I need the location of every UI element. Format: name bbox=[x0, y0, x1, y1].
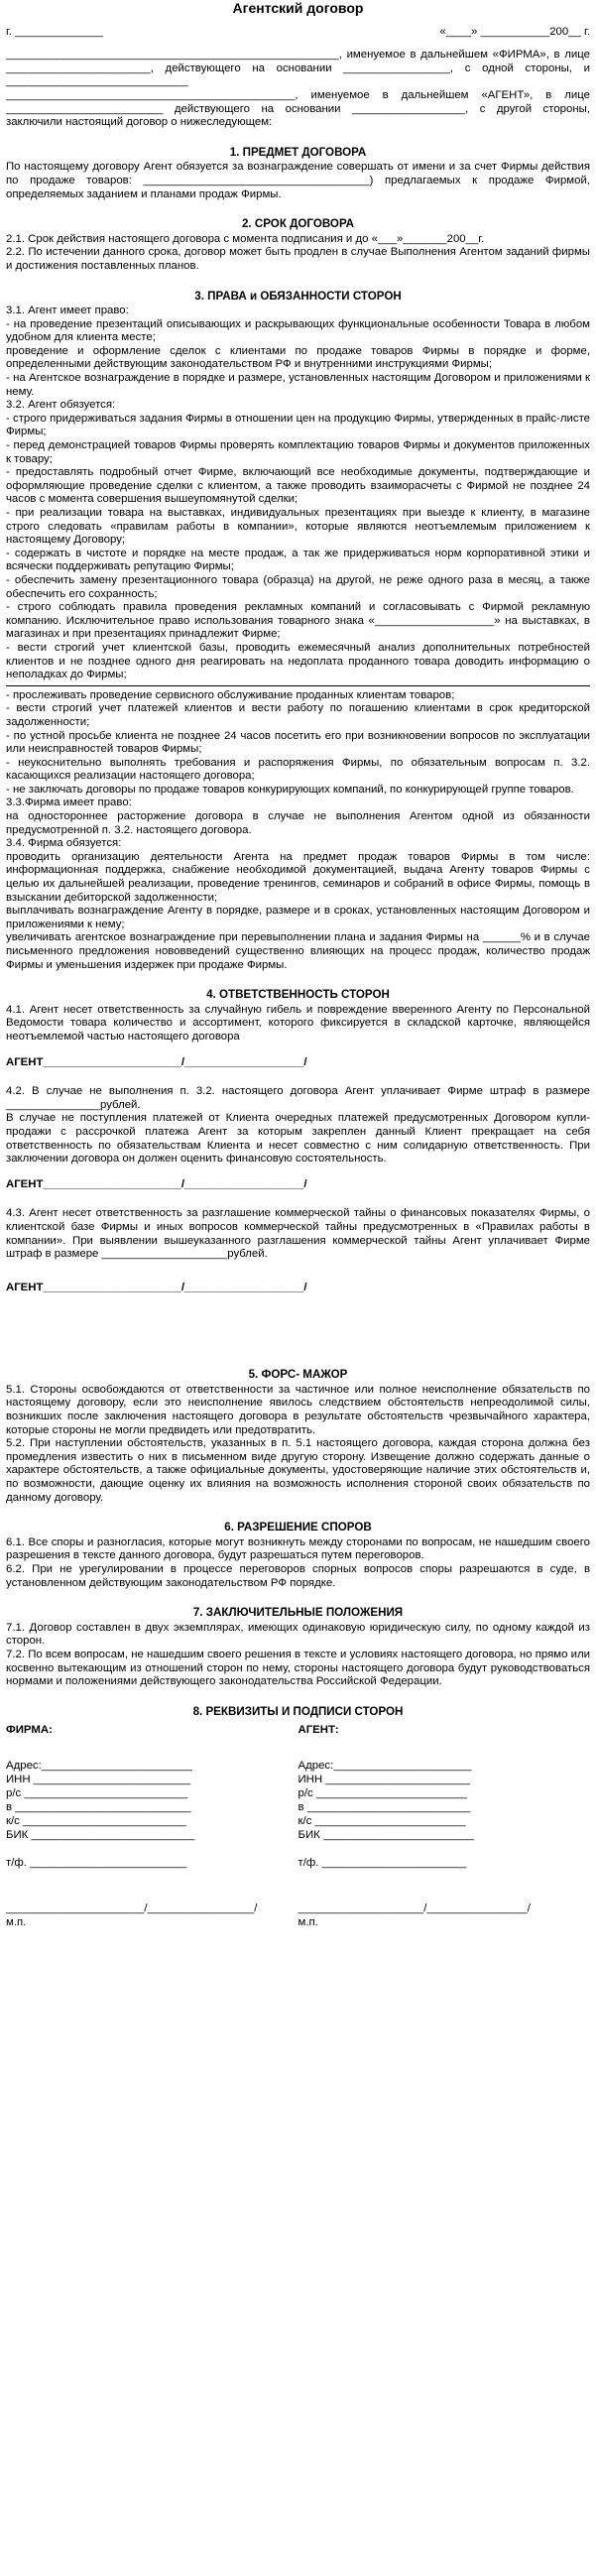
paragraph: - строго придерживаться задания Фирмы в отношении цен на продукцию Фирмы, утвержденных в прайс-листе Фирмы; bbox=[6, 412, 590, 438]
paragraph: 7.2. По всем вопросам, не нашедшим своего решения в тексте и условиях настоящего договора, но прямо или косвенно вытекающим из отношений сторон по нему, стороны настоящего договора будут руководствоваться нормами и положениями действующего законодательства Российской Федерации. bbox=[6, 1648, 590, 1688]
phone-field: т/ф. _______________________ bbox=[298, 1856, 467, 1869]
address-field: Адрес:______________________ bbox=[298, 1759, 472, 1772]
agent-label: АГЕНТ: bbox=[298, 1724, 339, 1737]
stamp-label: м.п. bbox=[298, 1915, 318, 1928]
preamble-agent: ______________________________________________, именуемое в дальнейшем «АГЕНТ», в лице _________________________ действующего на основании __________________, с другой стороны, заключили настоящий договор о нижеследующем: bbox=[6, 88, 590, 129]
paragraph: 2.2. По истечении данного срока, договор может быть продлен в случае Выполнения Агентом заданий фирмы и достижения поставленных планов. bbox=[6, 246, 590, 272]
inn-field: ИНН _________________________ bbox=[6, 1773, 191, 1785]
bik-field: БИК ________________________ bbox=[298, 1828, 475, 1841]
bank-field: в __________________________ bbox=[298, 1800, 471, 1813]
requisites-table bbox=[6, 1724, 590, 1929]
paragraph: - обеспечить замену презентационного товара (образца) на другой, не реже одного раза в месяц, а также обеспечить его сохранность; bbox=[6, 573, 590, 600]
section-5 bbox=[6, 1368, 590, 1505]
corr-account-field: к/с ________________________ bbox=[298, 1814, 466, 1827]
paragraph: 2.1. Срок действия настоящего договора с момента подписания и до «___»_______200__г. bbox=[6, 232, 485, 245]
page-divider bbox=[6, 685, 590, 686]
inn-field: ИНН _______________________ bbox=[298, 1773, 471, 1785]
paragraph: 3.4. Фирма обязуется: bbox=[6, 837, 122, 850]
paragraph: 5.2. При наступлении обстоятельств, указанных в п. 5.1 настоящего договора, каждая сторона должна без промедления известить о них в письменном виде другую сторону. Извещение должно содержать данные о характере обстоятельств, а также официальные документы, удостоверяющие наличие этих обстоятельств и, по возможности, дающие оценку их влияния на возможность исполнения стороной своих обязательств по данному договору. bbox=[6, 1437, 590, 1504]
paragraph: - при реализации товара на выставках, индивидуальных презентациях при выезде к клиенту, в магазине строго следовать «правилам работы в компании», которые являются неотъемлемым приложением к настоящему Договору; bbox=[6, 507, 590, 547]
firm-label: ФИРМА: bbox=[6, 1724, 53, 1737]
paragraph: 3.1. Агент имеет право: bbox=[6, 305, 129, 317]
section-heading: 3. ПРАВА и ОБЯЗАННОСТИ СТОРОН bbox=[194, 289, 402, 303]
document-title: Агентский договор bbox=[232, 0, 364, 16]
paragraph: увеличивать агентское вознаграждение при перевыполнении плана и задания Фирмы на ______% и в случае письменного предложения нововведений существенно влияющих на процесс продаж, количество продаж Фирмы и уменьшения издержек при продаже Фирмы. bbox=[6, 931, 590, 971]
paragraph: - перед демонстрацией товаров Фирмы проверять комплектацию товаров Фирмы и документов приложенных к товару; bbox=[6, 439, 590, 465]
agent-signature-line: АГЕНТ______________________/___________________/ bbox=[6, 1177, 307, 1190]
spacer bbox=[6, 1294, 590, 1352]
paragraph: - по устной просьбе клиента не позднее 24 часов посетить его при возникновении вопросов по эксплуатации или неисправностей товаров Фирмы; bbox=[6, 729, 590, 756]
paragraph: проведение и оформление сделок с клиентами по продаже товаров Фирмы в порядке и форме, определенными действующим законодательством РФ и внутренними инструкциями Фирмы; bbox=[6, 344, 590, 371]
account-field: р/с ________________________ bbox=[298, 1786, 467, 1799]
bank-field: в ____________________________ bbox=[6, 1800, 191, 1813]
paragraph: 6.1. Все споры и разногласия, которые могут возникнуть между сторонами по вопросам, не нашедшим своего разрешения в тексте данного договора, будут разрешаться путем переговоров. bbox=[6, 1535, 590, 1562]
section-8 bbox=[6, 1705, 590, 1930]
section-6 bbox=[6, 1521, 590, 1590]
paragraph: 7.1. Договор составлен в двух экземплярах, имеющих одинаковую юридическую силу, по одному каждой из сторон. bbox=[6, 1621, 590, 1648]
section-heading: 5. ФОРС- МАЖОР bbox=[248, 1368, 348, 1382]
address-field: Адрес:________________________ bbox=[6, 1759, 192, 1772]
section-heading: 8. РЕКВИЗИТЫ И ПОДПИСИ СТОРОН bbox=[192, 1704, 404, 1718]
paragraph: проводить организацию деятельности Агента на предмет продаж товаров Фирмы в том числе: информационная поддержка, снабжение необходимой документацией, выдача Агенту товаров Фирмы с целью их дальнейшей реализации, проведение тренингов, семинаров и собраний в офисе Фирмы, помощь в взыскании дебиторской задолженности; bbox=[6, 850, 590, 904]
paragraph: выплачивать вознаграждение Агенту в порядке, размере и в сроках, установленных настоящим Договором и приложениями к нему; bbox=[6, 905, 590, 930]
firm-column bbox=[6, 1724, 298, 1929]
paragraph: - строго соблюдать правила проведения рекламных компаний и согласовывать с Фирмой рекламную компанию. Исключительное право использования товарного знака «___________________» на выставках, в магазинах и при презентациях принадлежит Фирме; bbox=[6, 601, 590, 641]
section-heading: 1. ПРЕДМЕТ ДОГОВОРА bbox=[229, 145, 367, 159]
paragraph: 6.2. При не урегулировании в процессе переговоров спорных вопросов споры разрешаются в суде, в установленном действующим законодательством РФ порядке. bbox=[6, 1563, 590, 1589]
paragraph: - содержать в чистоте и порядке на месте продаж, а так же придерживаться норм корпоративной этики и всячески поддерживать репутацию Фирмы; bbox=[6, 547, 590, 573]
paragraph: - на Агентское вознаграждение в порядке и размере, установленных настоящим Договором и приложениями к нему. bbox=[6, 372, 590, 398]
paragraph: 3.2. Агент обязуется: bbox=[6, 399, 116, 412]
section-heading: 6. РАЗРЕШЕНИЕ СПОРОВ bbox=[224, 1521, 372, 1534]
paragraph: на одностороннее расторжение договора в случае не выполнения Агентом одной из обязанности предусмотренной п. 3.2. настоящего договора. bbox=[6, 810, 590, 836]
paragraph: - прослеживать проведение сервисного обслуживание проданных клиентам товаров; bbox=[6, 688, 455, 701]
preamble-firm: _____________________________________________________, именуемое в дальнейшем «ФИРМА», в лице _______________________, действующего на основании _________________, с одной стороны, и _____________________________ bbox=[6, 49, 590, 88]
section-1 bbox=[6, 146, 590, 201]
paragraph: - на проведение презентаций описывающих и раскрывающих функциональные особенности Товара в любом удобном для клиента месте; bbox=[6, 317, 590, 344]
paragraph: - вести строгий учет клиентской базы, проводить ежемесячный анализ дополнительных потребностей клиентов и не позднее одного дня реагировать на недоплата проданного товара доводить информацию о неполадках до Фирмы; bbox=[6, 641, 590, 681]
section-heading: 7. ЗАКЛЮЧИТЕЛЬНЫЕ ПОЛОЖЕНИЯ bbox=[192, 1606, 404, 1620]
stamp-label: м.п. bbox=[6, 1915, 27, 1928]
section-3 bbox=[6, 290, 590, 973]
agent-signature-line: АГЕНТ______________________/___________________/ bbox=[6, 1055, 307, 1068]
corr-account-field: к/с __________________________ bbox=[6, 1814, 186, 1827]
paragraph: - предоставлять подробный отчет Фирме, включающий все необходимые документы, подтверждающие и оформляющие проведение сделки с клиентом, а также проводить взаиморасчеты с Фирмой не позднее 24 часов с момента совершения вышеупомянутой сделки; bbox=[6, 466, 590, 506]
paragraph: - неукоснительно выполнять требования и распоряжения Фирмы, по обязательным вопросам п. 3.2. касающихся реализации настоящего договора; bbox=[6, 756, 590, 783]
paragraph: 4.2. В случае не выполнения п. 3.2. настоящего договора Агент уплачивает Фирме штраф в размере _______________рублей. bbox=[6, 1085, 590, 1111]
header-line bbox=[6, 26, 590, 40]
section-4 bbox=[6, 988, 590, 1294]
paragraph: 4.1. Агент несет ответственность за случайную гибель и повреждение вверенного Агенту по Персональной Ведомости товара количество и ассортимент, которого фиксируется в складской карточке, являющейся неотъемлемой частью настоящего договора bbox=[6, 1003, 590, 1043]
account-field: р/с __________________________ bbox=[6, 1786, 188, 1799]
city-field: г. ______________ bbox=[6, 25, 103, 38]
section-heading: 4. ОТВЕТСТВЕННОСТЬ СТОРОН bbox=[206, 988, 390, 1002]
agent-column bbox=[298, 1724, 591, 1929]
section-2 bbox=[6, 217, 590, 273]
agent-signature-line: АГЕНТ______________________/___________________/ bbox=[6, 1281, 307, 1293]
date-field: «____» ___________200__ г. bbox=[439, 25, 590, 38]
preamble bbox=[6, 49, 590, 130]
paragraph: По настоящему договору Агент обязуется за вознаграждение совершать от имени и за счет Фирмы действия по продаже товаров: ____________________________________) предлагаемых к продаже Фирмой, определяемых заданием и планами продаж Фирмы. bbox=[6, 161, 590, 200]
paragraph: - не заключать договоры по продаже товаров конкурирующих компаний, по конкурирующей группе товаров. bbox=[6, 783, 574, 796]
phone-field: т/ф. _________________________ bbox=[6, 1856, 187, 1869]
firm-signature-line: ______________________/_________________/ bbox=[6, 1901, 258, 1914]
agent-signature-line: ____________________/________________/ bbox=[298, 1901, 531, 1914]
bik-field: БИК __________________________ bbox=[6, 1828, 195, 1841]
paragraph: 3.3.Фирма имеет право: bbox=[6, 797, 132, 809]
paragraph: 4.3. Агент несет ответственность за разглашение коммерческой тайны о финансовых показателях Фирмы, о клиентской базе Фирмы и иных вопросов коммерческой тайны предусмотренных в «Правилах работы в компании». При выявлении вышеуказанного разглашения коммерческой тайны Агент уплачивает Фирме штраф в размере ____________________рублей. bbox=[6, 1207, 590, 1261]
paragraph: В случае не поступления платежей от Клиента очередных платежей предусмотренных Договором купли-продажи с рассрочкой платежа Агент за которым закреплен данный Клиент прекращает на себя ответственность по обязательствам Клиента и несет совместно с ним солидарную ответственность. При заключении договора он должен оценить финансовую состоятельность. bbox=[6, 1112, 590, 1165]
paragraph: - вести строгий учет платежей клиентов и вести работу по погашению клиентами в срок кредиторской задолженности; bbox=[6, 702, 590, 728]
paragraph: 5.1. Стороны освобождаются от ответственности за частичное или полное неисполнение обязательств по настоящему договору, если это неисполнение явилось следствием обстоятельств непреодолимой силы, возникших после заключения настоящего договора в результате обстоятельств чрезвычайного характера, которые стороны не могли предвидеть или предотвратить. bbox=[6, 1383, 590, 1436]
section-heading: 2. СРОК ДОГОВОРА bbox=[241, 217, 355, 231]
section-7 bbox=[6, 1606, 590, 1689]
